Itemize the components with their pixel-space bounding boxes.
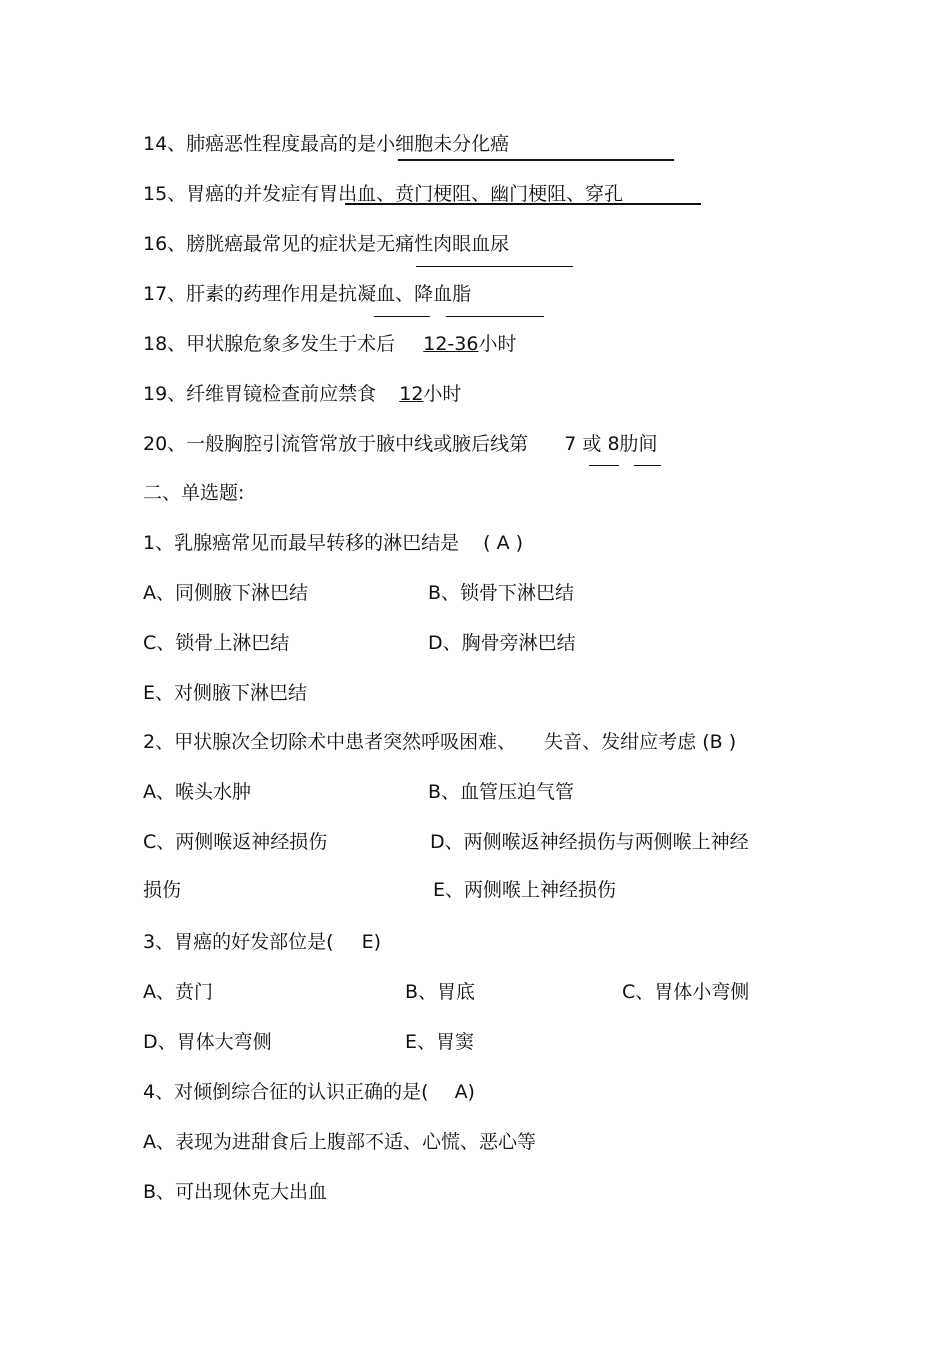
answer-underline: [446, 316, 544, 317]
option-continuation: 损伤: [143, 879, 182, 901]
option: A、贲门: [143, 981, 213, 1003]
fill-q19: [143, 382, 461, 406]
unit-text: 肋间: [619, 433, 658, 455]
mcq-3: [143, 930, 381, 954]
answer-value: (B ): [702, 731, 737, 753]
option: A、表现为进甜食后上腹部不适、心慌、恶心等: [143, 1131, 536, 1153]
fill-q15: 15、胃癌的并发症有胃出血、贲门梗阻、幽门梗阻、穿孔: [143, 183, 624, 205]
option: E、对侧腋下淋巴结: [143, 682, 308, 704]
fill-q20: [143, 432, 658, 456]
option: B、可出现休克大出血: [143, 1181, 328, 1203]
answer-value: E): [361, 931, 381, 953]
option: E、胃窦: [405, 1031, 475, 1053]
option: C、胃体小弯侧: [622, 981, 750, 1003]
answer-underline: [345, 203, 701, 205]
option: E、两侧喉上神经损伤: [433, 879, 617, 901]
question-text: 20、一般胸腔引流管常放于腋中线或腋后线第: [143, 433, 529, 455]
question-text: 4、对倾倒综合征的认识正确的是(: [143, 1081, 429, 1103]
option: C、锁骨上淋巴结: [143, 632, 290, 654]
fill-q14: 14、肺癌恶性程度最高的是小细胞未分化癌: [143, 133, 510, 155]
answer-underline: [398, 159, 674, 161]
unit-text: 小时: [423, 383, 462, 405]
fill-q17: 17、肝素的药理作用是抗凝血、降血脂: [143, 283, 472, 305]
answer-value: 8: [607, 433, 620, 455]
question-text: 失音、发绀应考虑: [544, 731, 697, 753]
question-text: 3、胃癌的好发部位是(: [143, 931, 334, 953]
section-title: 二、单选题:: [143, 482, 245, 504]
fill-q18: [143, 332, 516, 356]
answer-value: A): [454, 1081, 475, 1103]
answer-value: 12-36: [423, 333, 479, 355]
answer-value: 12: [399, 383, 424, 405]
option: D、胃体大弯侧: [143, 1031, 272, 1053]
question-text: 19、纤维胃镜检查前应禁食: [143, 383, 377, 405]
answer-underline: [589, 465, 619, 466]
option: B、血管压迫气管: [428, 781, 575, 803]
mcq-2: [143, 730, 736, 754]
option: B、胃底: [405, 981, 476, 1003]
question-text: 2、甲状腺次全切除术中患者突然呼吸困难、: [143, 731, 517, 753]
option: D、胸骨旁淋巴结: [428, 632, 576, 654]
answer-underline: [374, 316, 430, 317]
mcq-1: [143, 531, 523, 555]
option: D、两侧喉返神经损伤与两侧喉上神经: [430, 831, 749, 853]
option: C、两侧喉返神经损伤: [143, 831, 328, 853]
unit-text: 小时: [478, 333, 517, 355]
answer-underline: [634, 465, 661, 466]
answer-value: ( A ): [483, 532, 524, 554]
option: B、锁骨下淋巴结: [428, 582, 575, 604]
fill-q16: 16、膀胱癌最常见的症状是无痛性肉眼血尿: [143, 233, 510, 255]
question-text: 1、乳腺癌常见而最早转移的淋巴结是: [143, 532, 460, 554]
question-text: 18、甲状腺危象多发生于术后: [143, 333, 396, 355]
answer-value: 7: [564, 433, 577, 455]
mcq-4: [143, 1080, 475, 1104]
connector-text: 或: [582, 433, 602, 455]
option: A、喉头水肿: [143, 781, 251, 803]
option: A、同侧腋下淋巴结: [143, 582, 308, 604]
answer-underline: [416, 266, 573, 267]
